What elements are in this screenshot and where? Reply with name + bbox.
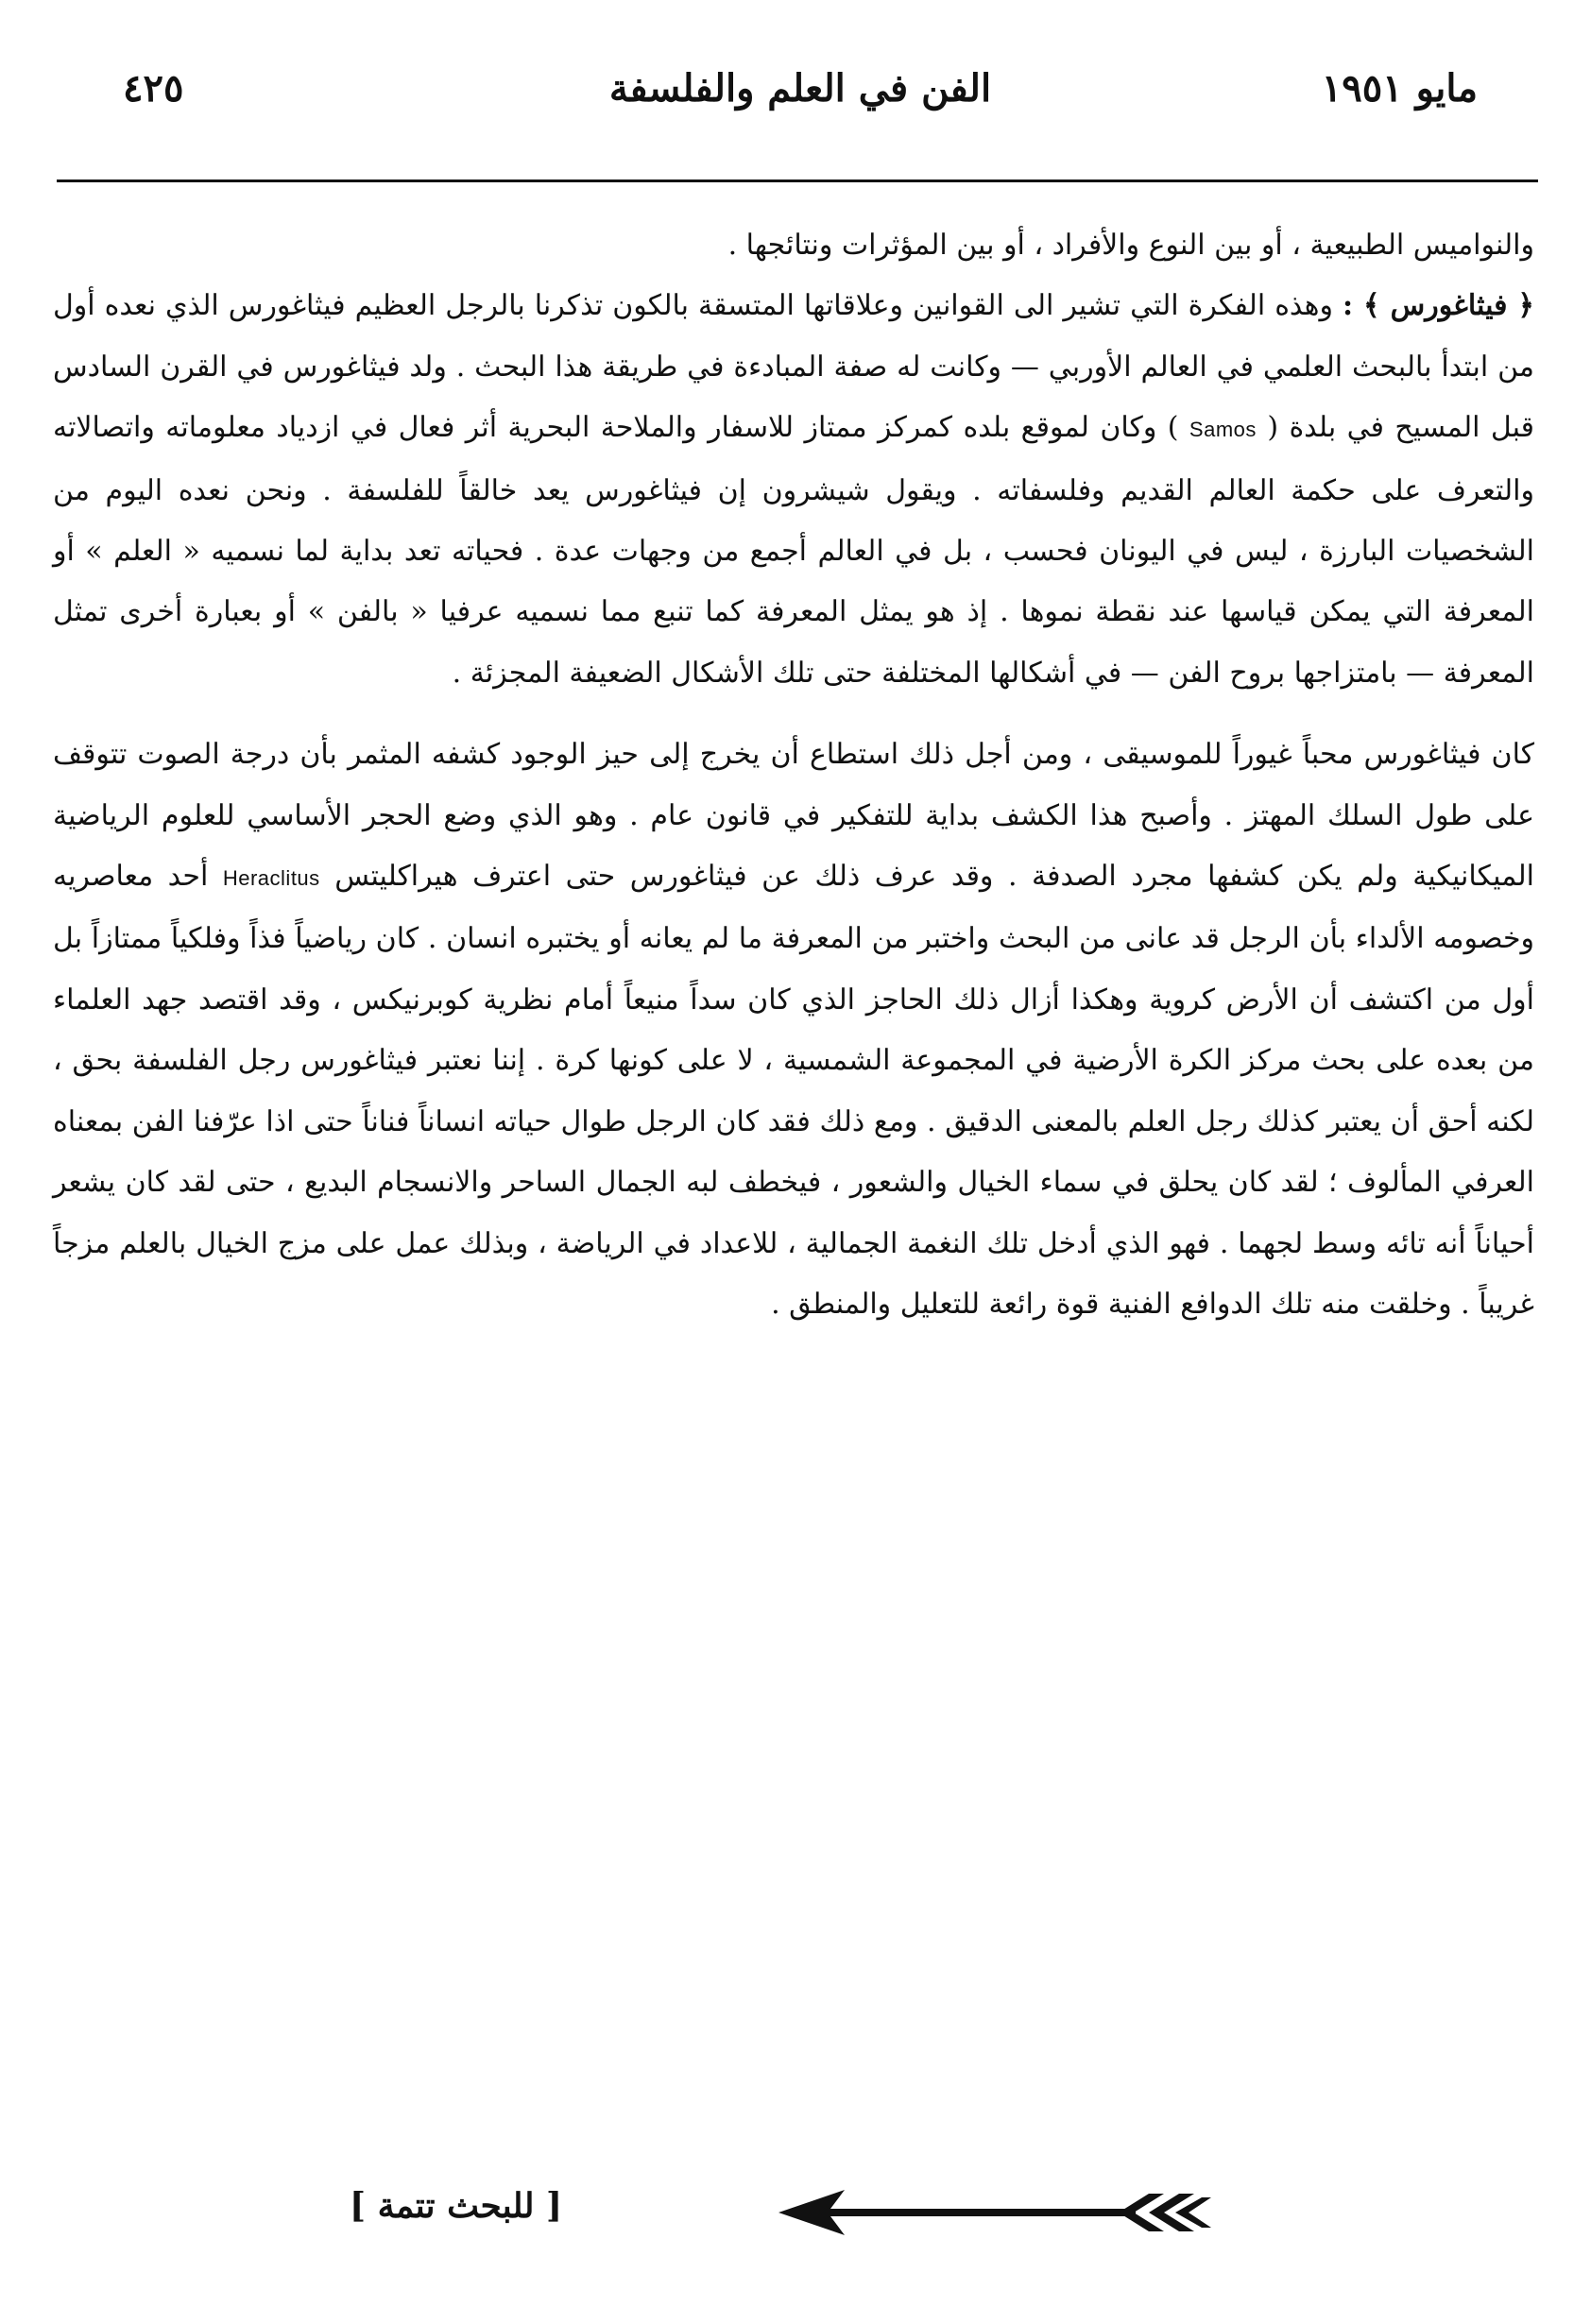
running-title: الفن في العلم والفلسفة [608, 66, 992, 111]
latin-term-heraclitus: Heraclitus [222, 866, 320, 891]
arrow-ornament-icon [778, 2182, 1213, 2243]
issue-date: مايو ١٩٥١ [1321, 66, 1478, 111]
header-rule [57, 179, 1538, 182]
page-number: ٤٢٥ [123, 66, 184, 111]
paragraph-text: وهذه الفكرة التي تشير الى القوانين وعلاقاتها المتسقة بالكون تذكرنا بالرجل العظيم فيثاغورس الذي نعده أول من ابتدأ بالبحث العلمي في العالم الأوربي — وكانت له صفة المبادءة في طريقة هذا البحث . ولد فيثاغورس في القرن السادس قبل المسيح في بلدة ( [53, 289, 1534, 445]
paragraph-pythagoras-music [53, 725, 1534, 1335]
paragraph-pythagoras-intro [53, 276, 1534, 704]
paragraph-text: كان فيثاغورس محباً غيوراً للموسيقى ، ومن أجل ذلك استطاع أن يخرج إلى حيز الوجود كشفه المثمر بأن درجة الصوت تتوقف على طول السلك المهتز . وأصبح هذا الكشف بداية للتفكير في قانون عام . وهو الذي وضع الحجر الأساسي للعلوم الرياضية الميكانيكية ولم يكن كشفها مجرد الصدفة . وقد عرف ذلك عن فيثاغورس حتى اعترف هيراكليتس [53, 738, 1534, 894]
continuation-note: [ للبحث تتمة ] [350, 2186, 562, 2226]
paragraph-continuation: والنواميس الطبيعية ، أو بين النوع والأفراد ، أو بين المؤثرات ونتائجها . [727, 229, 1534, 262]
article-body [53, 215, 1534, 1335]
running-header [123, 66, 1478, 132]
paragraph-text: أحد معاصريه وخصومه الألداء بأن الرجل قد عانى من البحث واختبر من المعرفة ما لم يعانه أو يختبره انسان . كان رياضياً فذاً وفلكياً ممتازاً بل أول من اكتشف أن الأرض كروية وهكذا أزال ذلك الحاجز الذي كان سداً منيعاً أمام نظرية كوبرنيكس ، وقد اقتصد جهد العلماء من بعده على بحث مركز الكرة الأرضية في المجموعة الشمسية ، لا على كونها كرة . إننا نعتبر فيثاغورس رجل الفلسفة بحق ، لكنه أحق أن يعتبر كذلك رجل العلم بالمعنى الدقيق . ومع ذلك فقد كان الرجل طوال حياته انساناً فناناً حتى اذا عرّفنا الفن بمعناه العرفي المألوف ؛ لقد كان يحلق في سماء الخيال والشعور ، فيخطف لبه الجمال الساحر والانسجام البديع ، حتى لقد كان يشعر أحياناً أنه تائه وسط لجهما . فهو الذي أدخل تلك النغمة الجمالية ، للاعداد في الرياضة ، وبذلك عمل على مزج الخيال بالعلم مزجاً غريباً . وخلقت منه تلك الدوافع الفنية قوة رائعة للتعليل والمنطق . [53, 860, 1534, 1321]
page-footer [350, 2182, 1213, 2248]
paragraph-text: ) وكان لموقع بلده كمركز ممتاز للاسفار والملاحة البحرية أثر فعال في ازدياد معلوماته واتصالاته والتعرف على حكمة العالم القديم وفلسفاته . ويقول شيشرون إن فيثاغورس يعد خالقاً للفلسفة . ونحن نعده اليوم من الشخصيات البارزة ، ليس في اليونان فحسب ، بل في العالم أجمع من وجهات عدة . فحياته تعد بداية لما نسميه « العلم » أو المعرفة التي يمكن قياسها عند نقطة نموها . إذ هو يمثل المعرفة كما تنبع مما نسميه عرفيا « بالفن » أو بعبارة أخرى تمثل المعرفة — بامتزاجها بروح الفن — في أشكالها المختلفة حتى تلك الأشكال الضعيفة المجزئة . [53, 411, 1534, 690]
section-heading-pythagoras: ﴿ فيثاغورس ﴾ : [1343, 289, 1534, 323]
latin-term-samos: Samos [1189, 418, 1257, 442]
